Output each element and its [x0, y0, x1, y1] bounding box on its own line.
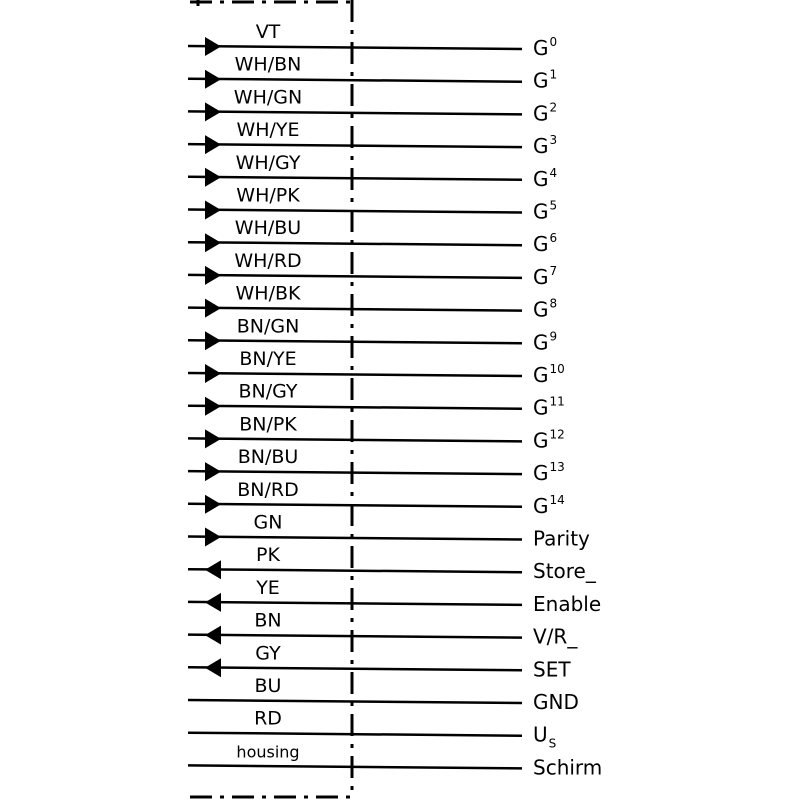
wire-line — [188, 471, 522, 474]
wire-line — [188, 438, 522, 441]
signal-label: $G^0$ — [533, 35, 558, 60]
signal-label: $G^5$ — [533, 198, 558, 224]
signal-label: $G^{14}$ — [533, 492, 565, 518]
signal-label: Enable — [533, 591, 602, 616]
connection-row — [188, 610, 578, 649]
wire-line — [188, 275, 522, 278]
signal-label: $G^{13}$ — [533, 460, 565, 486]
connection-row — [188, 675, 579, 714]
arrow-in-icon — [205, 266, 221, 285]
arrow-out-icon — [205, 658, 221, 677]
connection-row — [188, 642, 571, 681]
wire-label: PK — [256, 544, 280, 567]
signal-label: $G^{10}$ — [533, 362, 565, 387]
wire-label: WH/YE — [236, 119, 300, 142]
wire-label: GN — [253, 511, 283, 534]
wire-line — [188, 765, 522, 768]
arrow-in-icon — [205, 201, 221, 220]
arrow-in-icon — [205, 299, 221, 318]
signal-label: Schirm — [533, 755, 603, 780]
wire-label: BN/RD — [237, 478, 299, 501]
arrow-out-icon — [205, 626, 221, 645]
arrow-in-icon — [205, 168, 221, 187]
signal-label: $G^4$ — [533, 165, 558, 191]
arrow-in-icon — [205, 462, 221, 481]
wire-label: WH/PK — [236, 184, 300, 207]
wire-label: VT — [255, 21, 281, 43]
signal-label: $G^8$ — [533, 296, 558, 322]
arrow-out-icon — [205, 560, 221, 579]
arrow-in-icon — [205, 102, 221, 121]
signal-label: SET — [533, 657, 571, 682]
arrow-in-icon — [205, 135, 221, 154]
wire-label: GY — [255, 642, 281, 665]
wire-label: RD — [254, 707, 282, 730]
signal-label: Store_ — [533, 559, 596, 584]
signal-label: GND — [533, 690, 579, 714]
arrow-in-icon — [205, 429, 221, 448]
wire-line — [188, 635, 522, 638]
signal-label: $G^7$ — [533, 263, 558, 289]
wire-label: housing — [236, 742, 300, 762]
arrow-in-icon — [205, 364, 221, 383]
arrow-in-icon — [205, 331, 221, 350]
wire-label: BN/PK — [239, 413, 297, 436]
arrow-out-icon — [205, 593, 221, 612]
wire-label: BU — [254, 675, 282, 697]
wire-line — [188, 46, 522, 49]
signal-label: Parity — [533, 526, 590, 551]
wire-line — [188, 700, 522, 703]
wire-line — [188, 210, 522, 213]
wire-label: BN/GY — [238, 380, 298, 403]
wire-label: YE — [256, 576, 280, 599]
signal-label: V/R_ — [533, 624, 578, 649]
wire-line — [188, 79, 522, 82]
wire-line — [188, 242, 522, 245]
wire-line — [188, 406, 522, 409]
wire-line — [188, 340, 522, 343]
connection-rows — [188, 21, 602, 779]
signal-label: $G^1$ — [533, 67, 558, 93]
wire-line — [188, 537, 522, 540]
connection-row — [188, 742, 602, 779]
signal-label: $G^{11}$ — [533, 394, 565, 420]
signal-label: $G^{12}$ — [533, 427, 565, 453]
wire-line — [188, 308, 522, 311]
wire-label: WH/BN — [234, 53, 302, 76]
wire-line — [188, 144, 522, 147]
wire-label: WH/GN — [233, 86, 303, 109]
arrow-in-icon — [205, 528, 221, 547]
connection-row — [188, 479, 565, 518]
arrow-in-icon — [205, 397, 221, 416]
wire-line — [188, 602, 522, 605]
wire-label: WH/GY — [235, 151, 301, 174]
wire-line — [188, 667, 522, 670]
arrow-in-icon — [205, 37, 221, 56]
connection-row — [188, 512, 590, 551]
wire-line — [188, 733, 522, 736]
signal-label: $G^3$ — [533, 133, 558, 159]
wire-label: BN — [254, 609, 282, 632]
wire-label: WH/BU — [234, 217, 302, 240]
wire-label: WH/BK — [235, 282, 301, 305]
wire-line — [188, 177, 522, 180]
signal-label: $U_S$ — [533, 722, 557, 751]
arrow-in-icon — [205, 70, 221, 89]
wire-line — [188, 504, 522, 507]
wire-line — [188, 111, 522, 114]
wire-label: BN/GN — [236, 315, 300, 338]
signal-label: $G^2$ — [533, 100, 558, 126]
signal-label: $G^9$ — [533, 329, 558, 355]
wire-label: WH/RD — [234, 249, 302, 272]
wire-label: BN/BU — [237, 446, 299, 469]
wire-line — [188, 373, 522, 376]
wire-label: BN/YE — [239, 348, 297, 370]
arrow-in-icon — [205, 233, 221, 252]
wire-line — [188, 569, 522, 572]
arrow-in-icon — [205, 495, 221, 514]
signal-label: $G^6$ — [533, 231, 558, 257]
